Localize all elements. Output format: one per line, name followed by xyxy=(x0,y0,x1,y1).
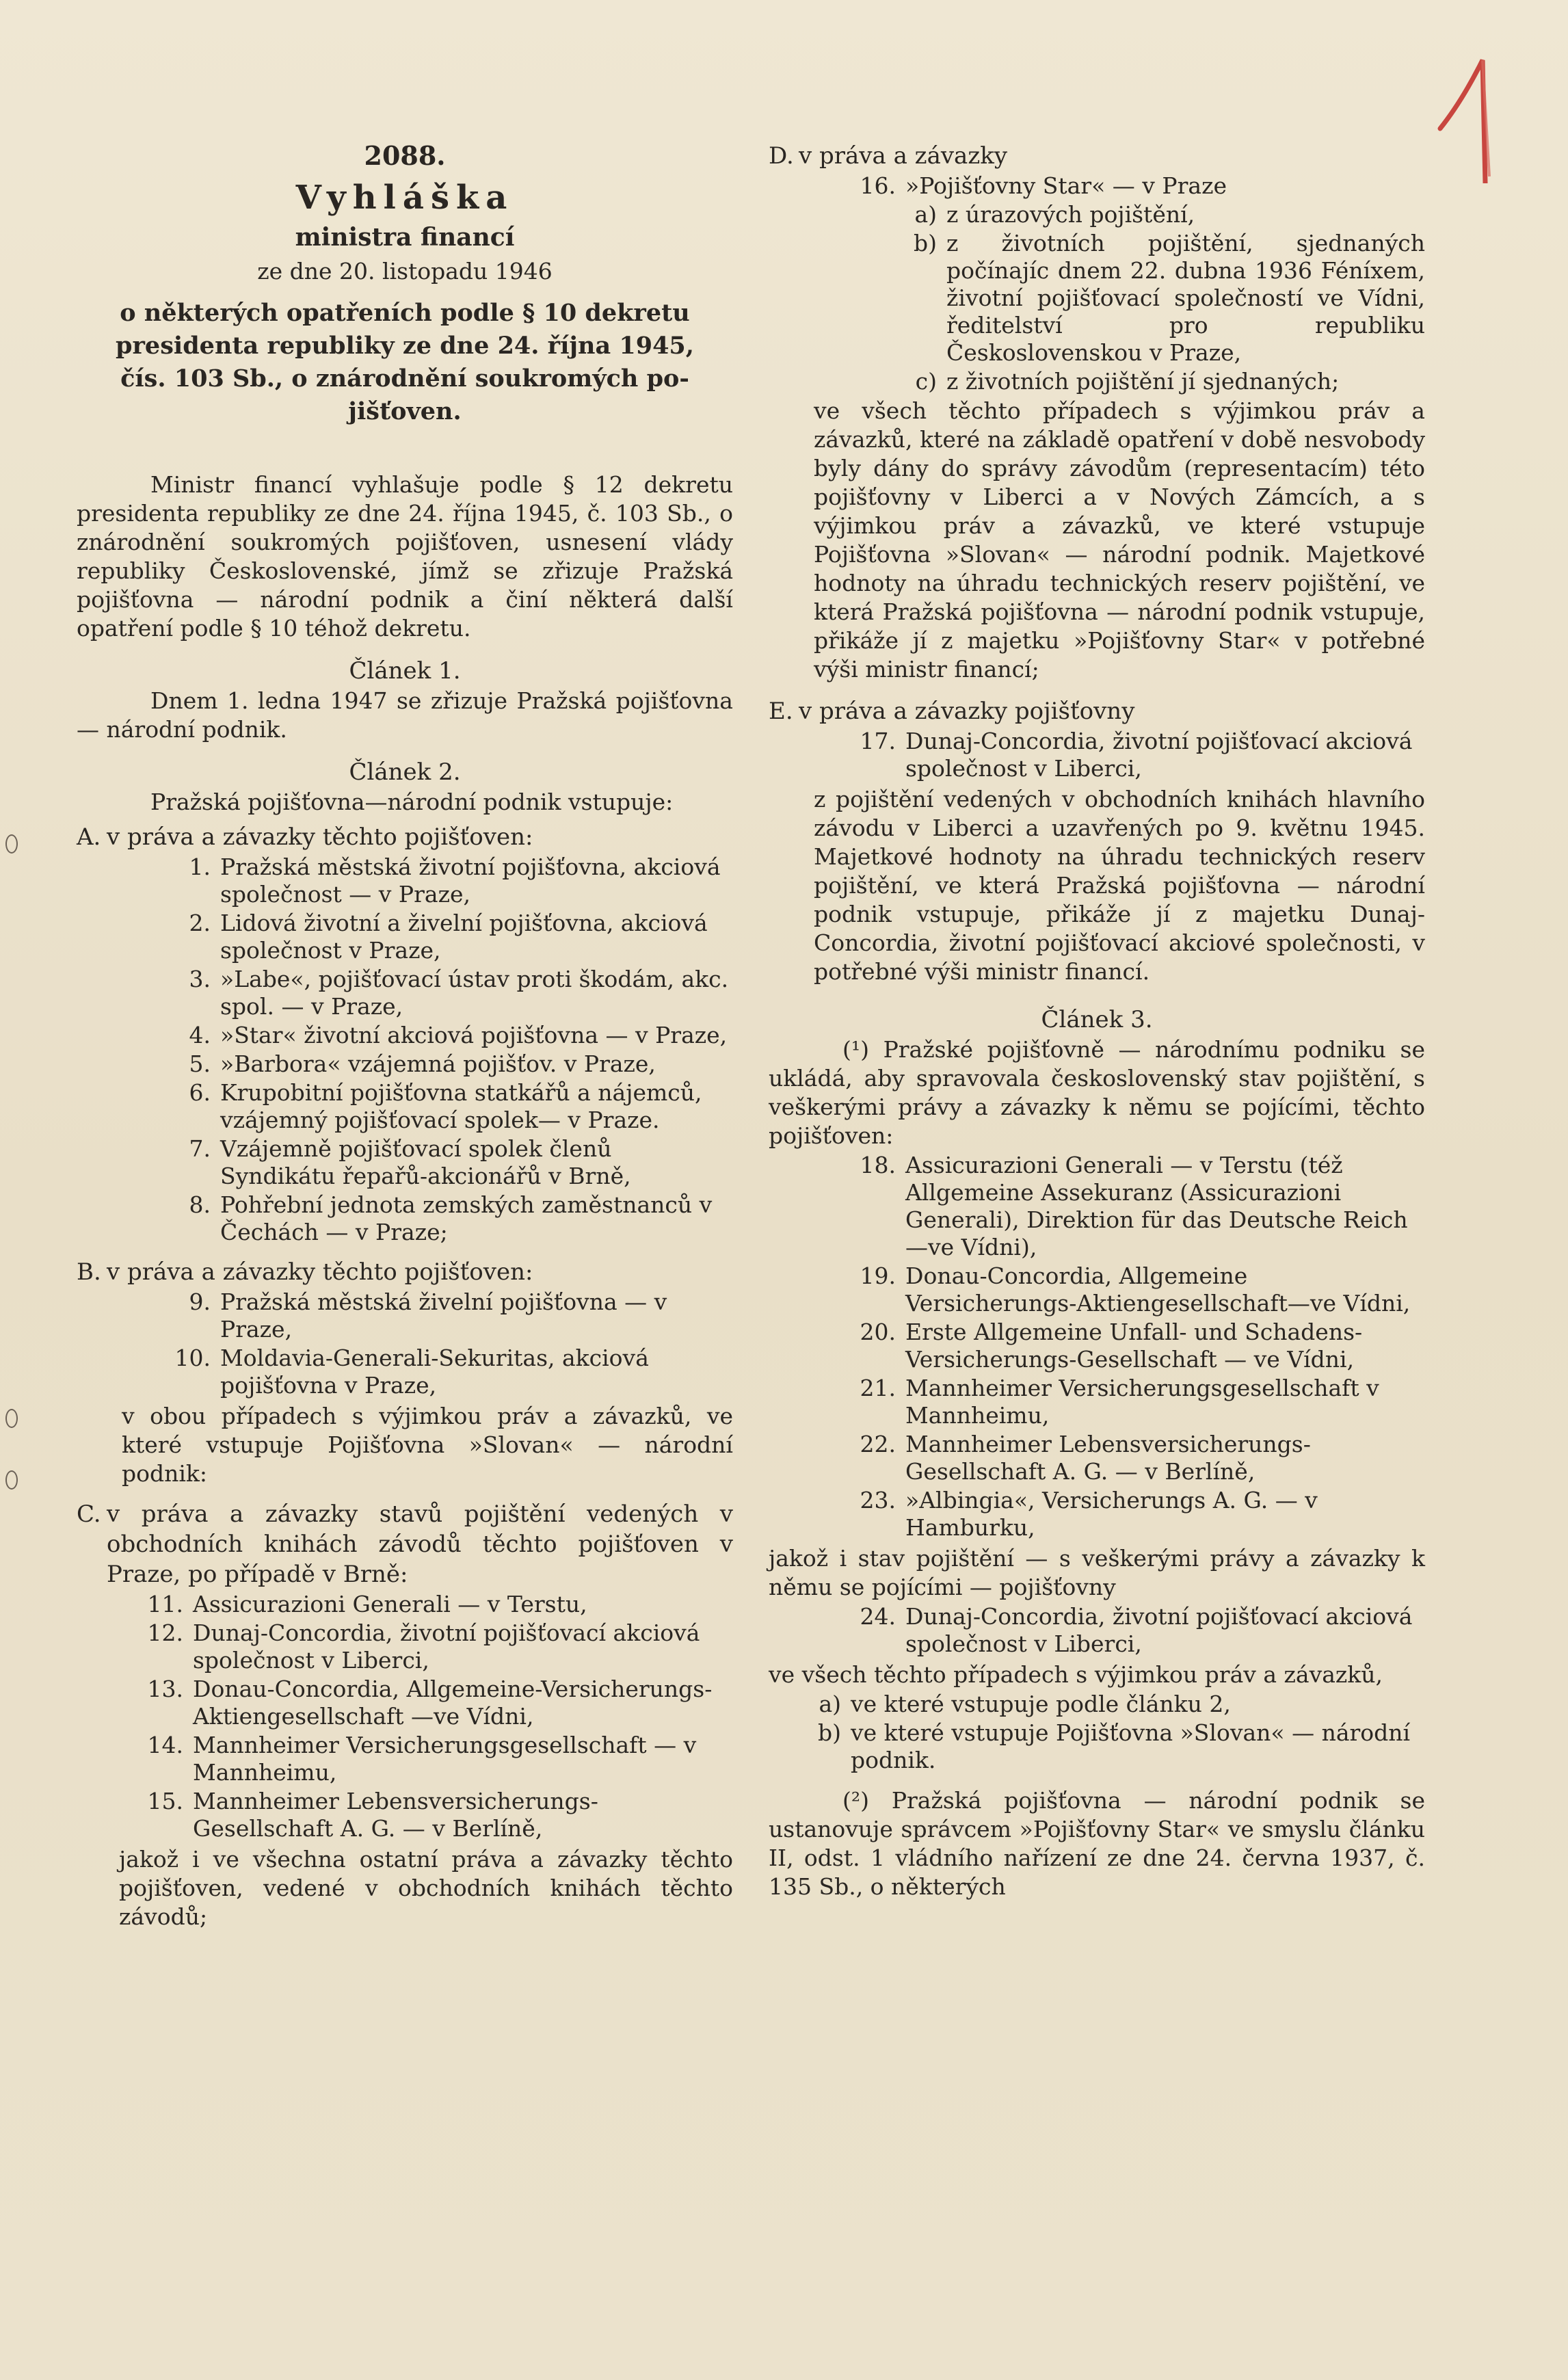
subject-line: čís. 103 Sb., o znárodnění soukromých po- xyxy=(120,365,689,393)
article-2-intro: Pražská pojišťovna—národní podnik vstupuje: xyxy=(150,789,674,815)
article-1-text: Dnem 1. ledna 1947 se zřizuje Pražská pojišťovna — národní podnik. xyxy=(77,687,733,743)
article-3-list xyxy=(841,1152,1425,1542)
article-3-paragraph-2: (²) Pražská pojišťovna — národní podnik se ustanovuje správcem »Pojišťovny Star« ve smyslu článku II, odst. 1 vládního nařízení ze dne 24. června 1937, č. 135 Sb., o některých xyxy=(769,1787,1425,1900)
decree-number: 2088. xyxy=(364,140,446,171)
list-item: 7. Vzájemně pojišťovací spolek členů Syndikátu řepařů-akcionářů v Brně, xyxy=(189,1135,631,1189)
section-letter: C. xyxy=(77,1500,101,1528)
section-e-heading xyxy=(769,696,1425,726)
section-label: v práva a závazky stavů pojištění vedených v obchodních knihách závodů těchto pojišťoven v Praze, po případě v Brně: xyxy=(107,1500,733,1588)
list-item: 22. Mannheimer Lebensversicherungs-Gesellschaft A. G. — v Berlíně, xyxy=(860,1431,1311,1485)
subject-line: jišťoven. xyxy=(348,397,462,425)
subject-line: o některých opatřeních podle § 10 dekretu xyxy=(120,299,690,327)
pencil-annotation-mark xyxy=(1435,47,1510,183)
list-item: 9. Pražská městská živelní pojišťovna — v Praze, xyxy=(189,1288,667,1343)
margin-punch-mark xyxy=(5,1470,18,1490)
section-b-tail: v obou případech s výjimkou práv a závazků, ve které vstupuje Pojišťovna »Slovan« — národní podnik: xyxy=(122,1403,733,1487)
section-label: v práva a závazky těchto pojišťoven: xyxy=(107,823,533,851)
list-item: 16. »Pojišťovny Star« — v Praze xyxy=(860,172,1227,199)
list-item: 21. Mannheimer Versicherungsgesellschaft v Mannheimu, xyxy=(860,1375,1379,1429)
article-3-sublist xyxy=(786,1691,1425,1774)
list-item: 17. Dunaj-Concordia, životní pojišťovací akciová společnost v Liberci, xyxy=(860,728,1413,782)
list-item: 13. Donau-Concordia, Allgemeine-Versicherungs-Aktiengesellschaft —ve Vídni, xyxy=(147,1676,713,1730)
list-item: 15. Mannheimer Lebensversicherungs-Gesellschaft A. G. — v Berlíně, xyxy=(147,1788,598,1842)
section-label: v práva a závazky xyxy=(799,142,1008,170)
decree-subject xyxy=(77,297,733,428)
list-item: 6. Krupobitní pojišťovna statkářů a nájemců, vzájemný pojišťovací spolek— v Praze. xyxy=(189,1079,702,1133)
sub-item: a) ve které vstupuje podle článku 2, xyxy=(819,1691,1231,1717)
list-item: 24. Dunaj-Concordia, životní pojišťovací akciová společnost v Liberci, xyxy=(860,1603,1413,1657)
section-d-heading xyxy=(769,141,1425,171)
left-column xyxy=(77,137,733,1931)
list-item: 23. »Albingia«, Versicherungs A. G. — v Hamburku, xyxy=(860,1487,1318,1541)
list-item: 20. Erste Allgemeine Unfall- und Schadens-Versicherungs-Gesellschaft — ve Vídni, xyxy=(860,1319,1363,1373)
section-e-list xyxy=(841,728,1425,782)
list-item: 14. Mannheimer Versicherungsgesellschaft — v Mannheimu, xyxy=(147,1732,697,1786)
list-item: 18. Assicurazioni Generali — v Terstu (též Allgemeine Assekuranz (Assicurazioni Generali), Direktion für das Deutsche Reich —ve Vídni), xyxy=(860,1152,1408,1260)
section-a-heading xyxy=(77,822,733,852)
list-item: 10. Moldavia-Generali-Sekuritas, akciová pojišťovna v Praze, xyxy=(174,1345,649,1399)
section-c-list xyxy=(129,1591,733,1842)
list-item: 1. Pražská městská životní pojišťovna, akciová společnost — v Praze, xyxy=(189,854,721,908)
section-c-tail: jakož i ve všechna ostatní práva a závazky těchto pojišťoven, vedené v obchodních knihách těchto závodů; xyxy=(119,1846,733,1930)
section-d-tail: ve všech těchto případech s výjimkou práv a závazků, které na základě opatření v době nesvobody byly dány do správy závodům (representacím) této pojišťovny v Liberci a v Nových Zámcích, a s výjimkou práv a závazků, ve které vstupuje Pojišťovna »Slovan« — národní podnik. Majetkové hodnoty na úhradu technických reserv pojištění, ve která Pražská pojišťovna — národní podnik vstupuje, přikáže jí z majetku »Pojišťovny Star« v potřebné výši ministr financí; xyxy=(814,397,1425,683)
right-column xyxy=(769,141,1425,1901)
article-1-heading: Článek 1. xyxy=(349,657,461,685)
article-3-paragraph-1: (¹) Pražské pojišťovně — národnímu podniku se ukládá, aby spravovala československý stav pojištění, s veškerými právy a závazky k němu se pojícími, těchto pojišťoven: xyxy=(769,1036,1425,1149)
article-3-item-24 xyxy=(841,1603,1425,1658)
section-letter: E. xyxy=(769,698,793,725)
section-d-sublist xyxy=(896,201,1425,395)
list-item: 2. Lidová životní a živelní pojišťovna, akciová společnost v Praze, xyxy=(189,910,708,964)
section-b-list xyxy=(156,1288,733,1399)
section-letter: D. xyxy=(769,142,794,170)
intro-paragraph: Ministr financí vyhlašuje podle § 12 dekretu presidenta republiky ze dne 24. října 1945, č. 103 Sb., o znárodnění soukromých pojišťoven, usnesení vlády republiky Československé, jímž se zřizuje Pražská pojišťovna — národní podnik a činí některá další opatření podle § 10 téhož dekretu. xyxy=(77,471,733,642)
article-2-heading: Článek 2. xyxy=(349,758,461,786)
section-a-list xyxy=(156,854,733,1246)
list-item: 3. »Labe«, pojišťovací ústav proti škodám, akc. spol. — v Praze, xyxy=(189,966,729,1020)
margin-punch-mark xyxy=(5,834,18,854)
subject-line: presidenta republiky ze dne 24. října 1945, xyxy=(116,332,694,360)
list-item: 4. »Star« životní akciová pojišťovna — v Praze, xyxy=(189,1022,728,1048)
decree-issuer: ministra financí xyxy=(295,223,515,252)
list-item: 5. »Barbora« vzájemná pojišťov. v Praze, xyxy=(189,1050,656,1077)
section-d-list xyxy=(841,172,1425,200)
section-e-tail: z pojištění vedených v obchodních knihách hlavního závodu v Liberci a uzavřených po 9. květnu 1945. Majetkové hodnoty na úhradu technických reserv pojištění, ve která Pražská pojišťovna — národní podnik vstupuje, přikáže jí z majetku Dunaj-Concordia, životní pojišťovací akciové společnosti, v potřebné výši ministr financí. xyxy=(814,786,1425,985)
sub-item: c) z životních pojištění jí sjednaných; xyxy=(915,368,1340,395)
list-item: 8. Pohřební jednota zemských zaměstnanců v Čechách — v Praze; xyxy=(189,1191,713,1245)
section-label: v práva a závazky pojišťovny xyxy=(799,698,1135,725)
section-letter: A. xyxy=(77,823,101,851)
section-b-heading xyxy=(77,1257,733,1287)
decree-title: Vyhláška xyxy=(295,178,514,217)
margin-punch-mark xyxy=(5,1409,18,1428)
article-3-heading: Článek 3. xyxy=(1041,1006,1153,1033)
sub-item: b) z životních pojištění, sjednaných počínajíc dnem 22. dubna 1936 Féníxem, životní pojišťovací společností ve Vídni, ředitelství pro republiku Československou v Praze, xyxy=(914,230,1425,366)
list-item: 19. Donau-Concordia, Allgemeine Versicherungs-Aktiengesellschaft—ve Vídni, xyxy=(860,1262,1411,1317)
sub-item: a) z úrazových pojištění, xyxy=(914,201,1195,228)
list-item: 12. Dunaj-Concordia, životní pojišťovací akciová společnost v Liberci, xyxy=(147,1619,700,1674)
section-c-heading xyxy=(77,1499,733,1589)
section-label: v práva a závazky těchto pojišťoven: xyxy=(107,1258,533,1286)
decree-date: ze dne 20. listopadu 1946 xyxy=(257,258,553,285)
sub-item: b) ve které vstupuje Pojišťovna »Slovan« — národní podnik. xyxy=(818,1719,1411,1773)
section-letter: B. xyxy=(77,1258,101,1286)
article-3-mid-2: ve všech těchto případech s výjimkou práv a závazků, xyxy=(769,1661,1383,1688)
list-item: 11. Assicurazioni Generali — v Terstu, xyxy=(147,1591,587,1617)
article-3-mid: jakož i stav pojištění — s veškerými právy a závazky k němu se pojícími — pojišťovny xyxy=(769,1545,1425,1600)
